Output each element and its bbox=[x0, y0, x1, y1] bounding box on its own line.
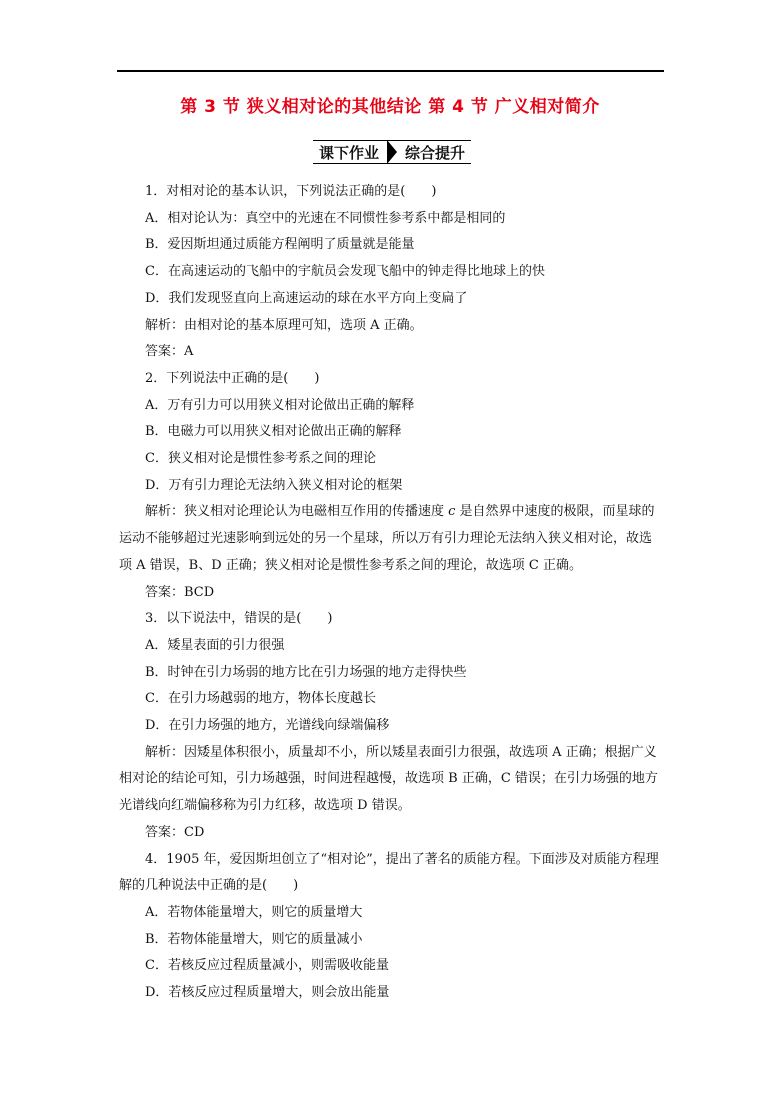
banner-arrow-icon bbox=[387, 140, 397, 164]
section-banner bbox=[313, 140, 471, 164]
question-1-stem: 1．对相对论的基本认识，下列说法正确的是( ) bbox=[145, 184, 437, 199]
top-rule bbox=[117, 70, 664, 72]
question-2-answer: 答案：BCD bbox=[145, 584, 215, 600]
question-2-option-c: C．狭义相对论是惯性参考系之间的理论 bbox=[145, 451, 376, 467]
question-1-answer: 答案：A bbox=[145, 344, 194, 360]
question-2-analysis bbox=[119, 499, 664, 579]
question-1-option-d: D．我们发现竖直向上高速运动的球在水平方向上变扁了 bbox=[145, 290, 468, 306]
question-2-stem: 2．下列说法中正确的是( ) bbox=[145, 370, 320, 386]
question-2-analysis-var: c bbox=[448, 504, 456, 520]
question-4-option-b: B．若物体能量增大，则它的质量减小 bbox=[145, 931, 363, 947]
question-3-option-b: B．时钟在引力场弱的地方比在引力场强的地方走得快些 bbox=[145, 664, 467, 680]
question-1-option-b: B．爱因斯坦通过质能方程阐明了质量就是能量 bbox=[145, 237, 415, 253]
question-4-option-c: C．若核反应过程质量减小，则需吸收能量 bbox=[145, 958, 389, 974]
question-2-option-d: D．万有引力理论无法纳入狭义相对论的框架 bbox=[145, 477, 403, 493]
question-2-option-b: B．电磁力可以用狭义相对论做出正确的解释 bbox=[145, 424, 402, 440]
question-3-stem: 3．以下说法中，错误的是( ) bbox=[145, 611, 333, 627]
question-3-option-c: C．在引力场越弱的地方，物体长度越长 bbox=[145, 691, 376, 707]
question-list bbox=[119, 179, 664, 1007]
page-title: 第 3 节 狭义相对论的其他结论 第 4 节 广义相对简介 bbox=[180, 97, 600, 117]
question-2-option-a: A．万有引力可以用狭义相对论做出正确的解释 bbox=[145, 397, 415, 413]
banner-right-label: 综合提升 bbox=[405, 143, 466, 162]
question-3-analysis: 解析：因矮星体积很小，质量却不小，所以矮星表面引力很强，故选项 A 正确；根据广义相对论的结论可知，引力场越强，时间进程越慢，故选项 B 正确，C 错误；在引力场强的地方光谱线向红端偏移称为引力红移，故选项 D 错误。 bbox=[119, 744, 658, 814]
question-1-option-c: C．在高速运动的飞船中的宇航员会发现飞船中的钟走得比地球上的快 bbox=[145, 264, 545, 280]
question-1-option-a: A．相对论认为：真空中的光速在不同惯性参考系中都是相同的 bbox=[145, 210, 506, 226]
question-2-analysis-post: 是自然界中速度的极限，而星球的运动不能够超过光速影响到远处的另一个星球，所以万有引力理论无法纳入狭义相对论，故选项 A 错误，B、D 正确；狭义相对论是惯性参考系之间的理论，故选项 C 正确。 bbox=[119, 504, 655, 573]
question-2-analysis-pre: 解析：狭义相对论理论认为电磁相互作用的传播速度 bbox=[145, 504, 449, 520]
question-4-stem: 4．1905 年，爱因斯坦创立了“相对论”，提出了著名的质能方程。下面涉及对质能方程理解的几种说法中正确的是( ) bbox=[119, 851, 659, 894]
question-4-option-a: A．若物体能量增大，则它的质量增大 bbox=[145, 904, 363, 920]
question-3-option-d: D．在引力场强的地方，光谱线向绿端偏移 bbox=[145, 718, 390, 734]
question-1-analysis: 解析：由相对论的基本原理可知，选项 A 正确。 bbox=[145, 317, 423, 333]
question-3-answer: 答案：CD bbox=[145, 824, 205, 840]
question-3-option-a: A．矮星表面的引力很强 bbox=[145, 637, 285, 653]
banner-left-label: 课下作业 bbox=[319, 143, 380, 162]
question-4-option-d: D．若核反应过程质量增大，则会放出能量 bbox=[145, 985, 390, 1001]
